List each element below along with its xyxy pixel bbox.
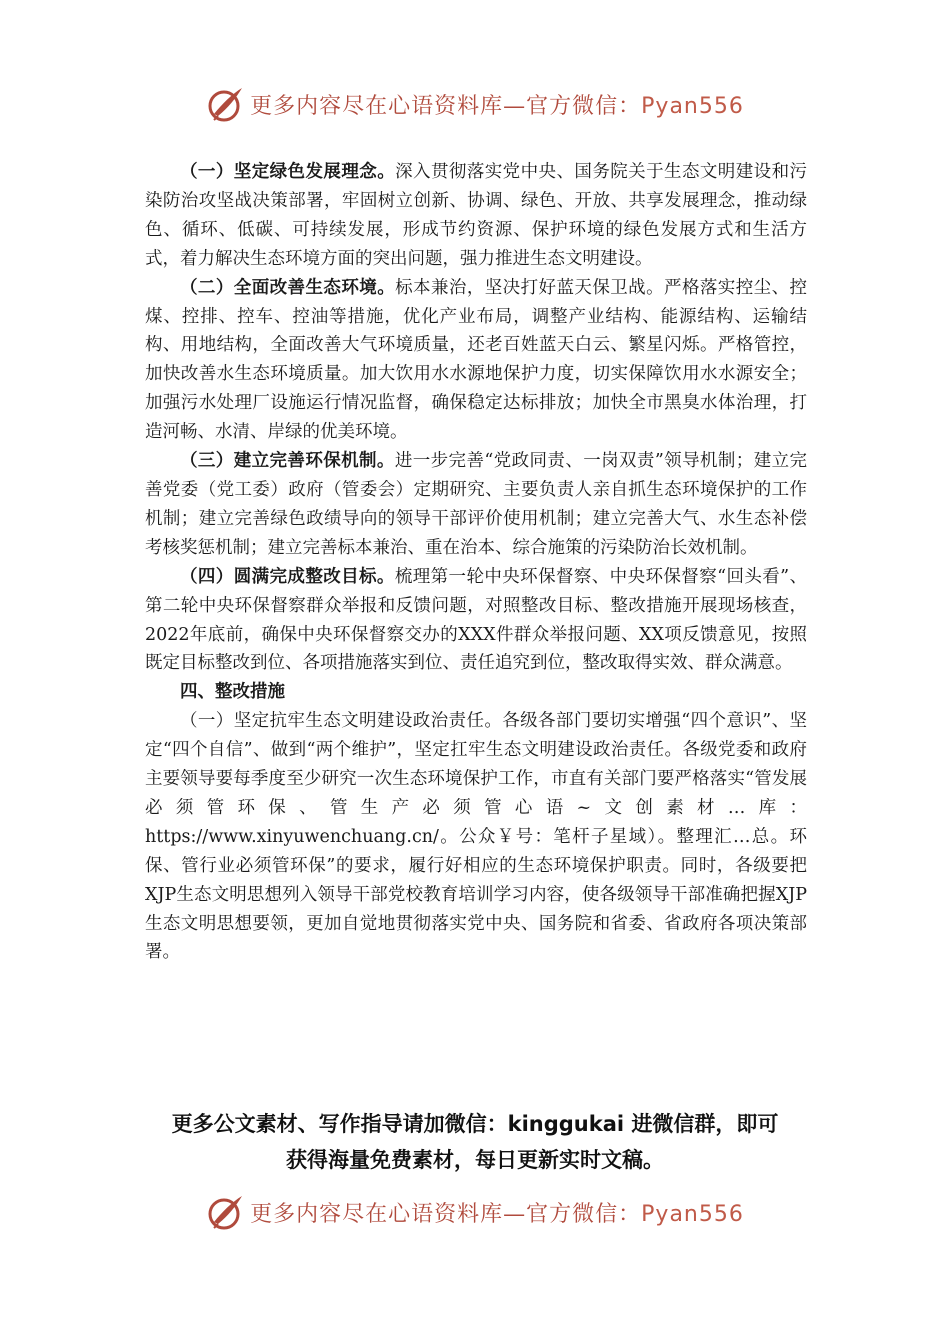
paragraph-3 — [145, 447, 807, 563]
paragraph-3-lead: （三）建立完善环保机制。 — [180, 451, 395, 472]
quill-pen-logo-icon — [206, 1192, 246, 1232]
paragraph-1-body: 深入贯彻落实党中央、国务院关于生态文明建设和污染防治攻坚战决策部署，牢固树立创新、协调、绿色、开放、共享发展理念，推动绿色、循环、低碳、可持续发展，形成节约资源、保护环境的绿色发展方式和生活方式，着力解决生态环境方面的突出问题，强力推进生态文明建设。 — [145, 162, 808, 269]
footer-banner — [0, 1188, 950, 1236]
quill-pen-logo-icon — [206, 84, 246, 124]
measures-paragraph: （一）坚定抗牢生态文明建设政治责任。各级各部门要切实增强“四个意识”、坚定“四个自信”、做到“两个维护”，坚定扛牢生态文明建设政治责任。各级党委和政府主要领导要每季度至少研究一次生态环境保护工作，市直有关部门要严格落实“管发展必须管环保、管生产必须管心语~文创素材…库：https://www.xinyuwenchuang.cn/。公众￥号：笔杆子星域）。整理汇…总。环保、管行业必须管环保”的要求，履行好相应的生态环境保护职责。同时，各级要把XJP生态文明思想列入领导干部党校教育培训学习内容，使各级领导干部准确把握XJP生态文明思想要领，更加自觉地贯彻落实党中央、国务院和省委、省政府各项决策部署。 — [145, 711, 807, 963]
section-heading: 四、整改措施 — [180, 682, 285, 703]
footer-note-line-1: 更多公文素材、写作指导请加微信：kinggukai 进微信群，即可 — [171, 1112, 779, 1136]
footer-note-line-2: 获得海量免费素材，每日更新实时文稿。 — [286, 1148, 664, 1172]
paragraph-4 — [145, 563, 807, 679]
banner-wechat-id: Pyan556 — [641, 93, 744, 119]
footer-note — [100, 1106, 850, 1178]
paragraph-3-body: 进一步完善“党政同责、一岗双责”领导机制；建立完善党委（党工委）政府（管委会）定期研究、主要负责人亲自抓生态环境保护的工作机制；建立完善绿色政绩导向的领导干部评价使用机制；建立完善大气、水生态补偿考核奖惩机制；建立完善标本兼治、重在治本、综合施策的污染防治长效机制。 — [145, 451, 807, 558]
banner-wechat-id: Pyan556 — [641, 1201, 744, 1227]
paragraph-4-body: 梳理第一轮中央环保督察、中央环保督察“回头看”、第二轮中央环保督察群众举报和反馈问题，对照整改目标、整改措施开展现场核查，2022年底前，确保中央环保督察交办的XXX件群众举报问题、XX项反馈意见，按照既定目标整改到位、各项措施落实到位、责任追究到位，整改取得实效、群众满意。 — [145, 566, 807, 674]
paragraph-1 — [145, 158, 807, 274]
document-body — [145, 158, 807, 967]
banner-text: 更多内容尽在心语资料库—官方微信：Pyan556 — [250, 93, 744, 119]
paragraph-2 — [145, 274, 807, 447]
paragraph-4-lead: （四）圆满完成整改目标。 — [180, 566, 395, 587]
banner-text: 更多内容尽在心语资料库—官方微信：Pyan556 — [250, 1201, 744, 1227]
header-banner — [0, 80, 950, 128]
paragraph-2-body: 标本兼治，坚决打好蓝天保卫战。严格落实控尘、控煤、控排、控车、控油等措施，优化产业布局，调整产业结构、能源结构、运输结构、用地结构，全面改善大气环境质量，还老百姓蓝天白云、繁星闪烁。严格管控，加快改善水生态环境质量。加大饮用水水源地保护力度，切实保障饮用水水源安全；加强污水处理厂设施运行情况监督，确保稳定达标排放；加快全市黑臭水体治理，打造河畅、水清、岸绿的优美环境。 — [145, 277, 808, 443]
paragraph-2-lead: （二）全面改善生态环境。 — [180, 277, 396, 298]
paragraph-1-lead: （一）坚定绿色发展理念。 — [180, 162, 396, 182]
